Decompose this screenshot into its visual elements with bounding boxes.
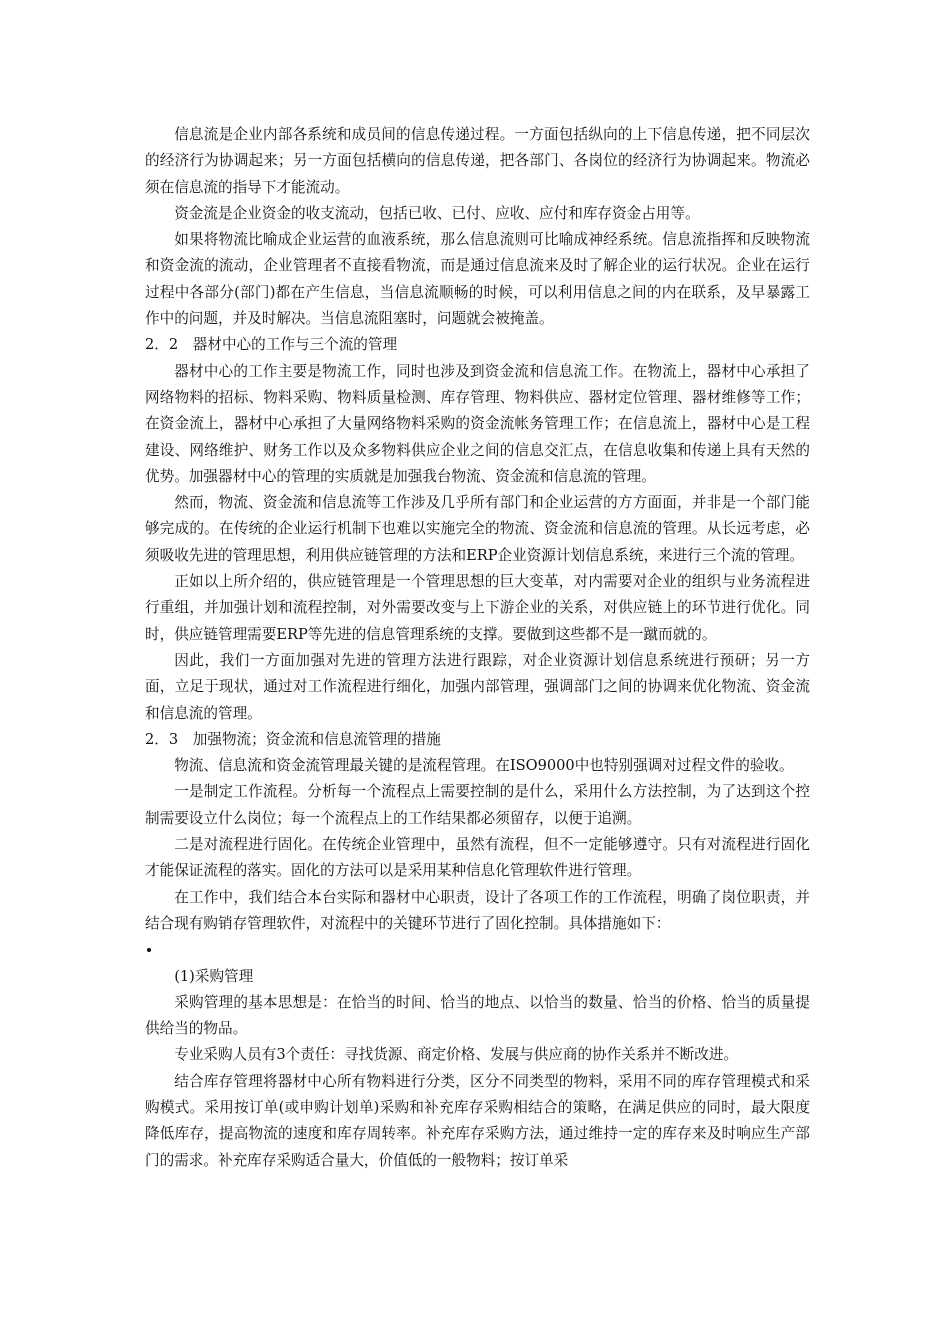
document-body [145,122,810,1174]
paragraph-step-one: 一是制定工作流程。分析每一个流程点上需要控制的是什么，采用什么方法控制，为了达到这个控制需要设立什么岗位；每一个流程点上的工作结果都必须留存，以便于追溯。 [145,783,810,827]
bullet-point [145,937,810,963]
paragraph-measures-intro: 在工作中，我们结合本台实际和器材中心职责，设计了各项工作的工作流程，明确了岗位职责，并结合现有购销存管理软件，对流程中的关键环节进行了固化控制。具体措施如下： [145,888,810,932]
paragraph-procurement-duties: 专业采购人员有3个责任：寻找货源、商定价格、发展与供应商的协作关系并不断改进。 [174,1046,739,1064]
paragraph-process-management: 物流、信息流和资金流管理最关键的是流程管理。在ISO9000中也特别强调对过程文件的验收。 [174,757,794,775]
paragraph-step-two: 二是对流程进行固化。在传统企业管理中，虽然有流程，但不一定能够遵守。只有对流程进行固化才能保证流程的落实。固化的方法可以是采用某种信息化管理软件进行管理。 [145,836,810,880]
paragraph-inventory-classification: 结合库存管理将器材中心所有物料进行分类，区分不同类型的物料，采用不同的库存管理模式和采购模式。采用按订单(或申购计划单)采购和补充库存采购相结合的策略，在满足供应的同时，最大限度降低库存，提高物流的速度和库存周转率。补充库存采购方法，通过维持一定的库存来及时响应生产部门的需求。补充库存采购适合量大，价值低的一般物料；按订单采 [145,1072,810,1169]
paragraph-equipment-center: 器材中心的工作主要是物流工作，同时也涉及到资金流和信息流工作。在物流上，器材中心承担了网络物料的招标、物料采购、物料质量检测、库存管理、物料供应、器材定位管理、器材维修等工作；在资金流上，器材中心承担了大量网络物料采购的资金流帐务管理工作；在信息流上，器材中心是工程建设、网络维护、财务工作以及众多物料供应企业之间的信息交汇点，在信息收集和传递上具有天然的优势。加强器材中心的管理的实质就是加强我台物流、资金流和信息流的管理。 [145,362,810,485]
section-heading-2-2: 2．2 器材中心的工作与三个流的管理 [145,336,398,354]
paragraph-however: 然而，物流、资金流和信息流等工作涉及几乎所有部门和企业运营的方方面面，并非是一个部门能够完成的。在传统的企业运行机制下也难以实施完全的物流、资金流和信息流的管理。从长远考虑，必须吸收先进的管理思想，利用供应链管理的方法和ERP企业资源计划信息系统，来进行三个流的管理。 [145,494,810,564]
paragraph-flow-metaphor: 如果将物流比喻成企业运营的血液系统，那么信息流则可比喻成神经系统。信息流指挥和反映物流和资金流的流动，企业管理者不直接看物流，而是通过信息流来及时了解企业的运行状况。企业在运行过程中各部分(部门)都在产生信息，当信息流顺畅的时候，可以利用信息之间的内在联系，及早暴露工作中的问题，并及时解决。当信息流阻塞时，问题就会被掩盖。 [145,231,810,328]
subheading-procurement: (1)采购管理 [174,967,254,985]
paragraph-information-flow: 信息流是企业内部各系统和成员间的信息传递过程。一方面包括纵向的上下信息传递，把不同层次的经济行为协调起来；另一方面包括横向的信息传递，把各部门、各岗位的经济行为协调起来。物流必须在信息流的指导下才能流动。 [145,126,810,196]
bullet-dot-icon [147,948,151,952]
paragraph-capital-flow: 资金流是企业资金的收支流动，包括已收、已付、应收、应付和库存资金占用等。 [174,204,700,222]
section-heading-2-3: 2．3 加强物流；资金流和信息流管理的措施 [145,730,441,748]
paragraph-procurement-idea: 采购管理的基本思想是：在恰当的时间、恰当的地点、以恰当的数量、恰当的价格、恰当的质量提供给当的物品。 [145,993,810,1038]
paragraph-supply-chain: 正如以上所介绍的，供应链管理是一个管理思想的巨大变革，对内需要对企业的组织与业务流程进行重组，并加强计划和流程控制，对外需要改变与上下游企业的关系，对供应链上的环节进行优化。同时，供应链管理需要ERP等先进的信息管理系统的支撑。要做到这些都不是一蹴而就的。 [145,573,810,643]
paragraph-therefore: 因此，我们一方面加强对先进的管理方法进行跟踪，对企业资源计划信息系统进行预研；另一方面，立足于现状，通过对工作流程进行细化，加强内部管理，强调部门之间的协调来优化物流、资金流和信息流的管理。 [145,651,810,722]
